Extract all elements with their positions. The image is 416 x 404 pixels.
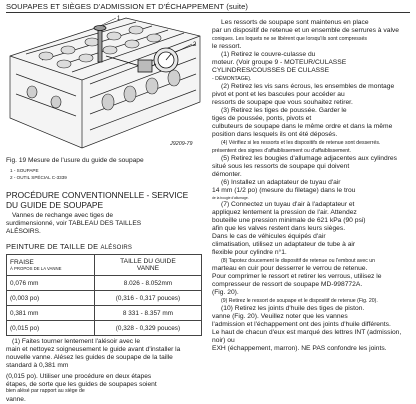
reamer-size-table <box>6 254 202 336</box>
step-line: climatisation, utilisez un adaptateur de tube à air <box>212 241 356 248</box>
step-line: flexible pour cylindre n°1. <box>212 249 287 256</box>
callout-2: 2 <box>193 42 197 48</box>
table-cell: (0,316 - 0,317 pouces) <box>94 291 201 306</box>
step-line: EXH (échappement, marron). NE PAS confondre les joints. <box>212 345 387 352</box>
figure-cylinder-head <box>6 14 202 152</box>
header-guide-size <box>94 255 201 276</box>
table-row <box>7 306 202 321</box>
step-line: tiges de poussée, ponts, pivots et <box>212 115 312 122</box>
step-line: compresseur de ressort de soupape MD-998772A. <box>212 281 363 288</box>
step-line: (0,015 po). Utiliser une procédure en deux étapes <box>6 372 152 380</box>
step-line: vanne (Fig. 20). Veuillez noter que les vannes <box>212 313 348 320</box>
legend-item: 2 - OUTIL SPÉCIAL C-3339 <box>10 175 67 180</box>
header-reamer <box>7 255 95 276</box>
step-line: moteur. (Voir groupe 9 - MOTEUR/CULASSE <box>212 59 347 66</box>
step-line: culbuteurs de soupape dans le même ordre et dans la même <box>212 123 393 130</box>
table-heading-small: ALÉSOIRS <box>100 245 133 251</box>
valve-removal-steps <box>212 19 401 353</box>
step-line: bien alésé par rapport au siège de <box>6 388 85 395</box>
table-row <box>7 321 202 336</box>
step-line: de la bougie d'allumage. <box>212 196 249 200</box>
step-line: Le haut de chacun d'eux est marqué des lettres INT (admission, <box>212 329 402 336</box>
callout-1: 1 <box>117 16 121 22</box>
header-reamer-sub: À PROPOS DE LA VANNE <box>10 266 62 271</box>
step-line: situé sous les ressorts de soupape qui doivent <box>212 163 350 170</box>
table-row <box>7 291 202 306</box>
header-reamer-label: FRAISE <box>10 259 34 266</box>
step-line: nouvelle vanne. Alésez les guides de soupape de la taille <box>6 353 173 361</box>
step-line: main et nettoyez soigneusement le guide avant d'installer la <box>6 345 181 353</box>
step-line: (10) Retirez les joints d'huile des tiges de piston. <box>221 305 365 312</box>
legend-item: 1 - SOUPAPE <box>10 168 39 173</box>
step-line: - DÉMONTAGE). <box>212 76 252 82</box>
step-line: (1) Faites tourner lentement l'alésoir avec le <box>12 338 141 345</box>
step-line: présentent des signes d'affaiblissement ou d'affaiblissement. <box>212 148 352 154</box>
step-line: CYLINDRES/COUSSES DE CULASSE <box>212 67 330 74</box>
step-line: standard à 0,381 mm <box>6 361 69 369</box>
step-line: afin que les valves restent dans leurs sièges. <box>212 225 346 232</box>
table-cell: 8 331 - 8.357 mm <box>94 306 201 321</box>
cylinder-head-illustration <box>6 14 202 152</box>
step-line: l'admission et l'échappement ont des joints d'huile différents. <box>212 321 391 328</box>
step-line: (5) Retirez les bougies d'allumage adjacentes aux cylindres <box>221 155 397 162</box>
step-line: démonter. <box>212 171 242 178</box>
table-cell: (0,328 - 0,329 pouces) <box>94 321 201 336</box>
table-heading <box>6 242 132 251</box>
step-line: étapes, de sorte que les guides de soupapes soient <box>6 380 157 388</box>
step-line: pivot et pont et les bascules pour accéder au <box>212 91 345 98</box>
step-line: bouteille une pression minimale de 621 kPa (90 psi) <box>212 217 366 224</box>
step-line: coniques. Les loquets ne se libèrent que lorsqu'ils sont compressés <box>212 36 367 42</box>
step-line: position dans lesquels ils ont été déposés. <box>212 131 338 138</box>
table-cell: (0,015 po) <box>7 321 95 336</box>
figure-caption: Fig. 19 Mesure de l'usure du guide de soupape <box>6 157 144 164</box>
table-row <box>7 276 202 291</box>
step-line: (4) Vérifiez si les ressorts et les dispositifs de retenue sont desserrés. <box>221 140 381 146</box>
header-guide-size-line: TAILLE DU GUIDE <box>120 258 176 265</box>
procedure-title-line: DU GUIDE DE SOUPAPE <box>6 200 104 210</box>
table-heading-main: PEINTURE DE TAILLE DE <box>6 242 99 251</box>
step-line: (2) Retirez les vis sans écrous, les ensembles de montage <box>221 83 395 90</box>
table-cell: 0,076 mm <box>7 276 95 291</box>
step-line: (1) Retirez le couvre-culasse du <box>221 51 316 58</box>
step-line: Dans le cas de véhicules équipés d'air <box>212 233 326 240</box>
step-line: Les ressorts de soupape sont maintenus en place <box>221 19 369 26</box>
step-line: ressorts de soupape que vous souhaitez retirer. <box>212 99 353 106</box>
procedure-title-line: PROCÉDURE CONVENTIONNELLE - SERVICE <box>6 190 189 200</box>
intro-line: Vannes de rechange avec tiges de <box>12 212 114 219</box>
intro-line: ALÉSOIRS. <box>6 227 41 235</box>
procedure-intro <box>6 212 142 235</box>
figure-code: J9209-79 <box>170 141 193 147</box>
step-line: (6) Installez un adaptateur de tuyau d'air <box>221 179 341 186</box>
reaming-steps <box>6 338 180 404</box>
table-header-row <box>7 255 202 276</box>
step-line: (3) Retirez les tiges de poussée. Garder le <box>221 107 347 114</box>
step-line: (8) Tapotez doucement le dispositif de retenue ou l'embout avec un <box>221 258 376 264</box>
header-guide-size-line: VANNE <box>136 265 160 272</box>
table-cell: 0,381 mm <box>7 306 95 321</box>
step-line: (Fig. 20). <box>212 289 239 296</box>
step-line: 14 mm (1/2 po) (mesure du filetage) dans le trou <box>212 187 356 194</box>
step-line: vanne. <box>6 396 26 404</box>
table-cell: (0,003 po) <box>7 291 95 306</box>
step-line: Pour comprimer le ressort et retirer les verrous, utilisez le <box>212 273 382 280</box>
section-header: SOUPAPES ET SIÈGES D'ADMISSION ET D'ÉCHAPPEMENT (suite) <box>6 2 249 11</box>
procedure-title <box>6 190 188 210</box>
step-line: le ressort. <box>212 43 242 50</box>
step-line: par un dispositif de retenue et un ensemble de serrures à valve <box>212 27 399 34</box>
step-line: (9) Retirez le ressort de soupape et le dispositif de retenue (Fig. 20). <box>221 298 378 304</box>
step-line: appliquez lentement la pression de l'air. Attendez <box>212 209 357 216</box>
table-cell: 8.026 - 8.052mm <box>94 276 201 291</box>
intro-line: surdimensionné, voir TABLEAU DES TAILLES <box>6 219 142 227</box>
header-rule <box>6 12 410 13</box>
step-line: noir) ou <box>212 337 235 344</box>
figure-legend <box>10 167 67 181</box>
step-line: (7) Connectez un tuyau d'air à l'adaptateur et <box>221 201 355 208</box>
step-line: marteau en cuir pour desserrer le verrou de retenue. <box>212 265 368 272</box>
